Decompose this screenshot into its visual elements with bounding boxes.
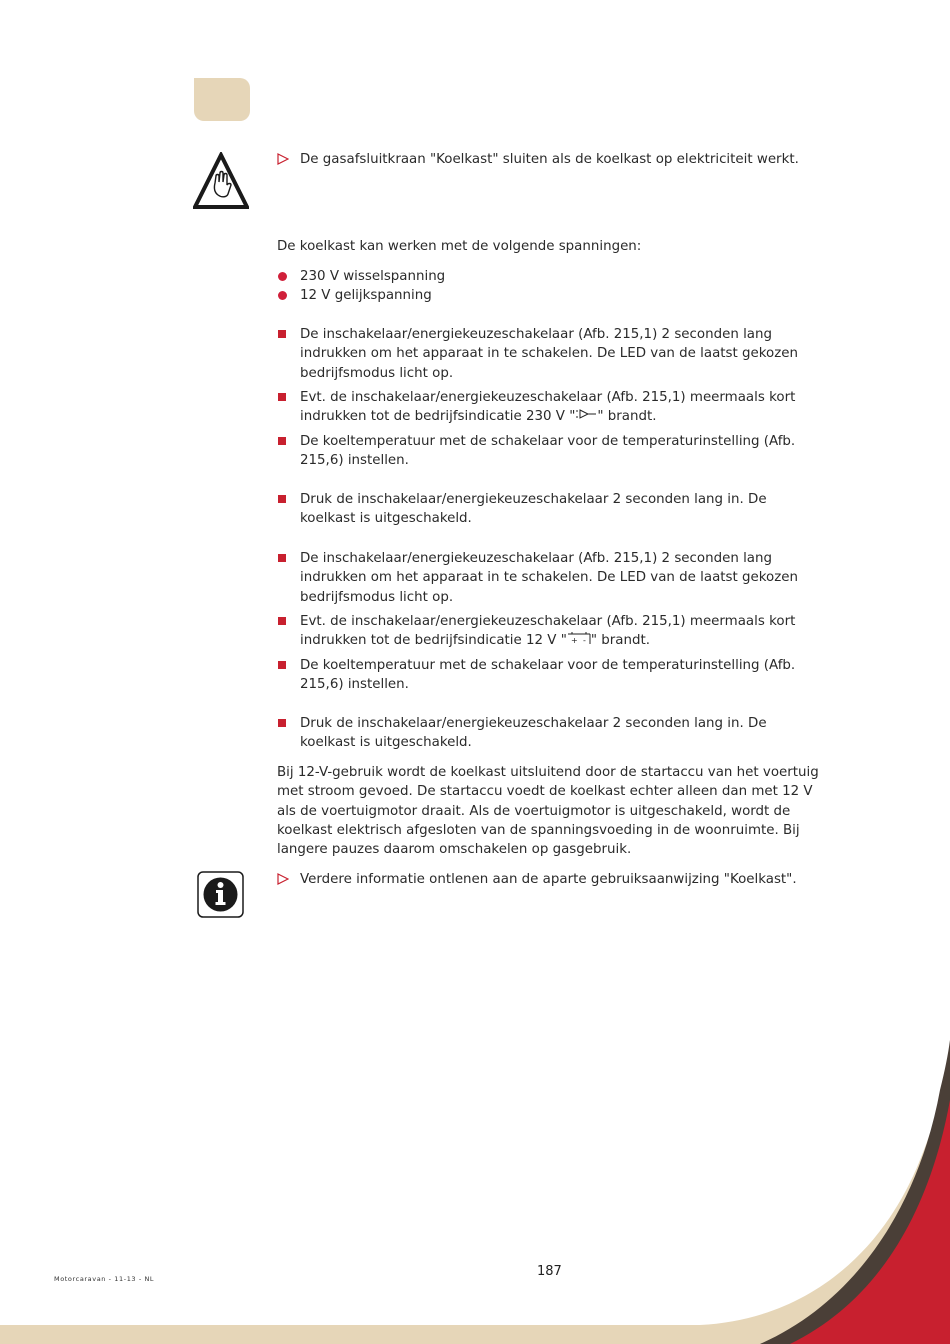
square-bullet-icon — [278, 617, 286, 625]
warning-hand-icon — [193, 152, 249, 216]
triangle-bullet-icon — [277, 153, 289, 165]
step-item: Evt. de inschakelaar/energiekeuzeschakelaar (Afb. 215,1) meermaals kort indrukken tot de bedrijfsindicatie 12 V " + - " brandt. — [277, 612, 822, 651]
step-item: Evt. de inschakelaar/energiekeuzeschakelaar (Afb. 215,1) meermaals kort indrukken tot de bedrijfsindicatie 230 V " " brandt. — [277, 388, 822, 427]
info-item — [277, 870, 822, 889]
dot-bullet-icon — [278, 291, 287, 300]
chapter-tab — [194, 78, 250, 121]
warning-item — [277, 150, 822, 169]
step-item: Druk de inschakelaar/energiekeuzeschakelaar 2 seconden lang in. De koelkast is uitgeschakeld. — [277, 490, 822, 529]
warning-text: De gasafsluitkraan "Koelkast" sluiten als de koelkast op elektriciteit werkt. — [300, 152, 799, 167]
square-bullet-icon — [278, 661, 286, 669]
step-item: De inschakelaar/energiekeuzeschakelaar (Afb. 215,1) 2 seconden lang indrukken om het apparaat in te schakelen. De LED van de laatst gekozen bedrijfsmodus licht op. — [277, 549, 822, 607]
svg-text:+: + — [570, 636, 578, 646]
info-text: Verdere informatie ontlenen aan de aparte gebruiksaanwijzing "Koelkast". — [300, 872, 797, 887]
note-paragraph: Bij 12-V-gebruik wordt de koelkast uitsluitend door de startaccu van het voertuig met stroom gevoed. De startaccu voedt de koelkast echter alleen dan met 12 V als de voertuigmotor draait. Als de voertuigmotor is uitgeschakeld, wordt de koelkast elektrisch afgesloten van de spanningsvoeding in de woonruimte. Bij langere pauzes daarom omschakelen op gasgebruik. — [277, 765, 819, 858]
dot-bullet-icon — [278, 272, 287, 281]
ac-plug-icon — [575, 407, 597, 421]
square-bullet-icon — [278, 330, 286, 338]
step-item: De koeltemperatuur met de schakelaar voor de temperaturinstelling (Afb. 215,6) instellen. — [277, 432, 822, 471]
square-bullet-icon — [278, 719, 286, 727]
list-item: 230 V wisselspanning — [277, 267, 822, 286]
footer-label: Motorcaravan - 11-13 - NL — [54, 1275, 155, 1283]
step-item: De inschakelaar/energiekeuzeschakelaar (Afb. 215,1) 2 seconden lang indrukken om het apparaat in te schakelen. De LED van de laatst gekozen bedrijfsmodus licht op. — [277, 325, 822, 383]
step-item: De koeltemperatuur met de schakelaar voor de temperaturinstelling (Afb. 215,6) instellen. — [277, 656, 822, 695]
page-number: 187 — [537, 1264, 562, 1279]
square-bullet-icon — [278, 437, 286, 445]
list-item: 12 V gelijkspanning — [277, 286, 822, 305]
svg-text:-: - — [582, 636, 586, 646]
step-item: Druk de inschakelaar/energiekeuzeschakelaar 2 seconden lang in. De koelkast is uitgeschakeld. — [277, 714, 822, 753]
triangle-bullet-icon — [277, 873, 289, 885]
battery-icon — [567, 631, 591, 645]
square-bullet-icon — [278, 554, 286, 562]
info-icon — [197, 871, 245, 925]
intro-text: De koelkast kan werken met de volgende spanningen: — [277, 239, 642, 254]
square-bullet-icon — [278, 495, 286, 503]
square-bullet-icon — [278, 393, 286, 401]
